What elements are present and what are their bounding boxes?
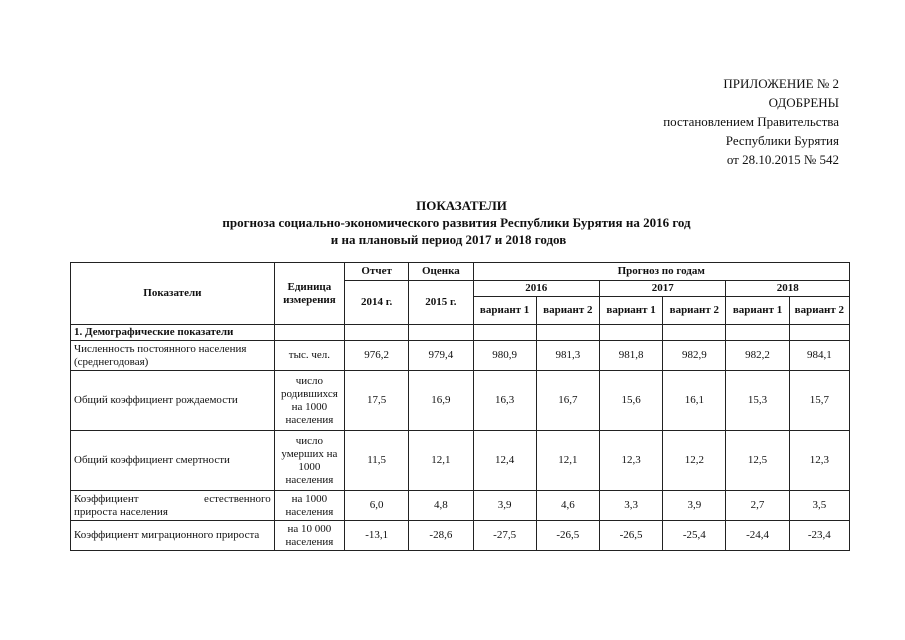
indicator-name: Общий коэффициент рождаемости — [71, 371, 275, 431]
header-indicators: Показатели — [71, 263, 275, 325]
value-cell: 16,1 — [663, 371, 726, 431]
title-subheading-1: прогноза социально-экономического развития Республики Бурятия на 2016 год — [222, 215, 691, 230]
value-cell: 4,8 — [409, 491, 473, 521]
header-year-2018: 2018 — [726, 281, 850, 297]
header-year-2016: 2016 — [473, 281, 599, 297]
resolution-label: постановлением Правительства — [663, 114, 839, 129]
value-cell: 984,1 — [789, 341, 849, 371]
title-heading: ПОКАЗАТЕЛИ — [416, 198, 507, 213]
value-cell: -28,6 — [409, 521, 473, 551]
header-variant: вариант 2 — [663, 297, 726, 325]
header-variant: вариант 1 — [473, 297, 536, 325]
value-cell: 12,1 — [536, 431, 599, 491]
empty-cell — [409, 325, 473, 341]
value-cell: 3,5 — [789, 491, 849, 521]
value-cell: 982,9 — [663, 341, 726, 371]
indicator-name: Численность постоянного населения (среднегодовая) — [71, 341, 275, 371]
header-variant: вариант 2 — [789, 297, 849, 325]
indicator-name-justified-line — [74, 493, 271, 506]
header-variant: вариант 1 — [599, 297, 662, 325]
header-variant: вариант 1 — [726, 297, 789, 325]
value-cell: 4,6 — [536, 491, 599, 521]
empty-cell — [345, 325, 409, 341]
value-cell: 15,7 — [789, 371, 849, 431]
table-row — [71, 431, 850, 491]
title-subheading-2: и на плановый период 2017 и 2018 годов — [330, 232, 567, 247]
table-row — [71, 341, 850, 371]
value-cell: 17,5 — [345, 371, 409, 431]
indicator-unit: тыс. чел. — [274, 341, 344, 371]
value-cell: 3,9 — [473, 491, 536, 521]
indicator-name — [71, 491, 275, 521]
header-unit: Единица измерения — [274, 263, 344, 325]
value-cell: 2,7 — [726, 491, 789, 521]
section-title: 1. Демографические показатели — [71, 325, 275, 341]
approval-block — [663, 74, 839, 169]
empty-cell — [536, 325, 599, 341]
table-row — [71, 521, 850, 551]
header-report: Отчет — [345, 263, 409, 281]
value-cell: 979,4 — [409, 341, 473, 371]
value-cell: 976,2 — [345, 341, 409, 371]
indicator-unit: число родившихся на 1000 населения — [274, 371, 344, 431]
indicator-name-part: Коэффициент — [74, 492, 139, 505]
value-cell: 12,3 — [599, 431, 662, 491]
indicator-unit: число умерших на 1000 населения — [274, 431, 344, 491]
value-cell: 16,7 — [536, 371, 599, 431]
value-cell: -23,4 — [789, 521, 849, 551]
value-cell: 3,3 — [599, 491, 662, 521]
value-cell: 980,9 — [473, 341, 536, 371]
appendix-label: ПРИЛОЖЕНИЕ № 2 — [723, 76, 839, 91]
value-cell: 15,6 — [599, 371, 662, 431]
header-forecast: Прогноз по годам — [473, 263, 850, 281]
empty-cell — [789, 325, 849, 341]
header-year-2017: 2017 — [599, 281, 725, 297]
value-cell: -25,4 — [663, 521, 726, 551]
value-cell: 982,2 — [726, 341, 789, 371]
empty-cell — [599, 325, 662, 341]
indicator-name: Общий коэффициент смертности — [71, 431, 275, 491]
value-cell: 16,9 — [409, 371, 473, 431]
indicator-name-part: естественного — [204, 492, 271, 505]
header-report-year: 2014 г. — [345, 281, 409, 325]
government-name: Республики Бурятия — [725, 133, 839, 148]
resolution-date-number: от 28.10.2015 № 542 — [726, 152, 839, 167]
value-cell: 12,4 — [473, 431, 536, 491]
indicator-unit: на 10 000 населения — [274, 521, 344, 551]
header-estimate: Оценка — [409, 263, 473, 281]
value-cell: -24,4 — [726, 521, 789, 551]
indicators-table — [70, 262, 850, 551]
value-cell: -26,5 — [536, 521, 599, 551]
value-cell: -27,5 — [473, 521, 536, 551]
indicator-unit: на 1000 населения — [274, 491, 344, 521]
empty-cell — [473, 325, 536, 341]
value-cell: 12,2 — [663, 431, 726, 491]
empty-cell — [274, 325, 344, 341]
approved-label: ОДОБРЕНЫ — [768, 95, 839, 110]
empty-cell — [663, 325, 726, 341]
value-cell: 12,1 — [409, 431, 473, 491]
document-title — [0, 197, 905, 248]
table-row — [71, 491, 850, 521]
value-cell: 981,3 — [536, 341, 599, 371]
header-estimate-year: 2015 г. — [409, 281, 473, 325]
value-cell: 12,3 — [789, 431, 849, 491]
header-variant: вариант 2 — [536, 297, 599, 325]
empty-cell — [726, 325, 789, 341]
value-cell: 12,5 — [726, 431, 789, 491]
value-cell: -13,1 — [345, 521, 409, 551]
value-cell: 15,3 — [726, 371, 789, 431]
value-cell: -26,5 — [599, 521, 662, 551]
header-row-1 — [71, 263, 850, 281]
value-cell: 11,5 — [345, 431, 409, 491]
indicator-name-part: прироста населения — [74, 505, 168, 518]
indicator-name: Коэффициент миграционного прироста — [71, 521, 275, 551]
value-cell: 981,8 — [599, 341, 662, 371]
value-cell: 6,0 — [345, 491, 409, 521]
value-cell: 3,9 — [663, 491, 726, 521]
value-cell: 16,3 — [473, 371, 536, 431]
section-row — [71, 325, 850, 341]
table-row — [71, 371, 850, 431]
